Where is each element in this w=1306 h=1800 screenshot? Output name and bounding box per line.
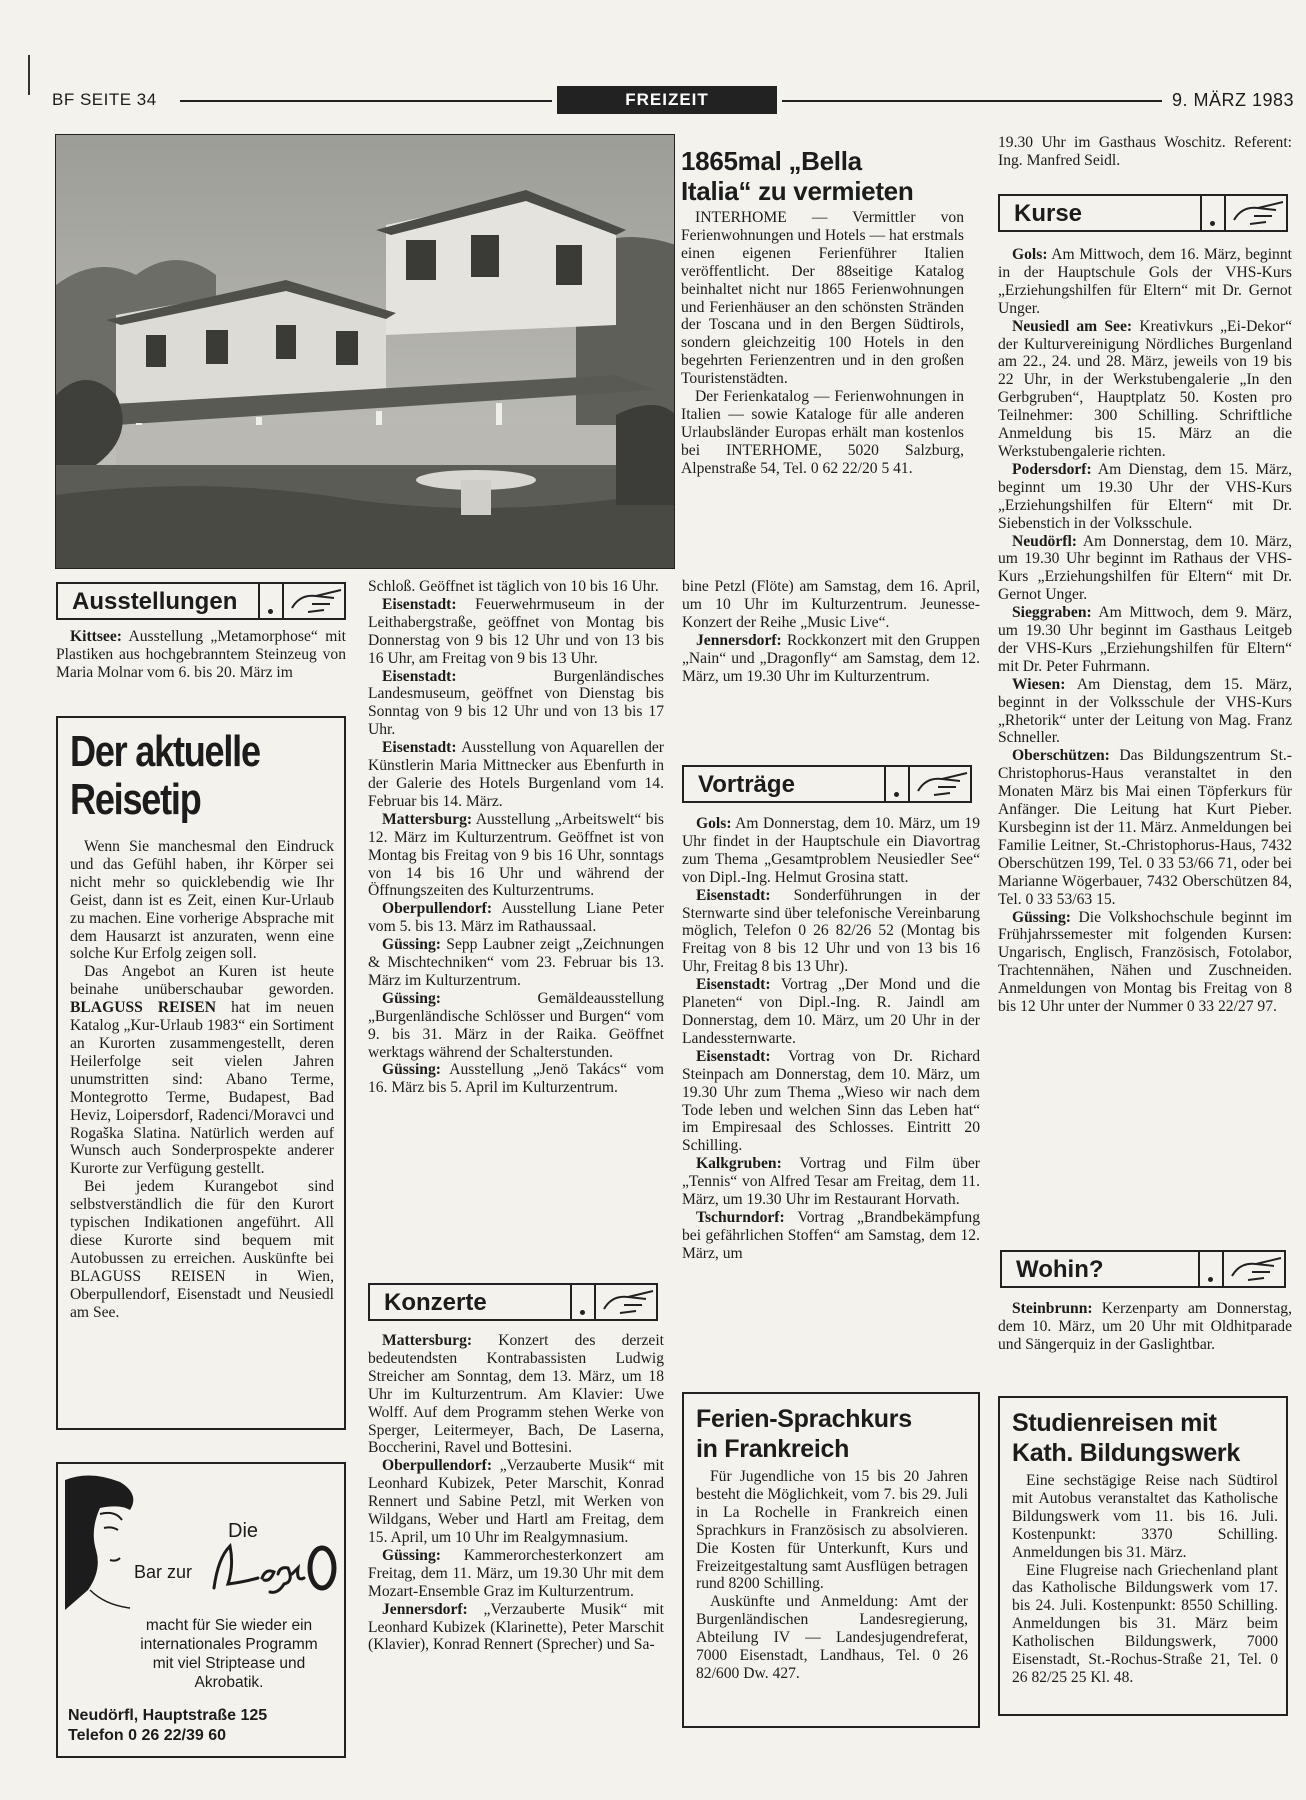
pointing-hand-icon bbox=[1226, 1254, 1286, 1284]
ausstellungen-item: Oberpullendorf: Ausstellung Liane Peter vom 5. bis 13. März im Rathaussaal. bbox=[368, 900, 664, 936]
header-divider bbox=[884, 767, 886, 801]
ausstellungen-item: Eisenstadt: Ausstellung von Aquarellen der Künstlerin Maria Mittnecker aus Ebenfurth in der Galerie des Hotels Burgenland vom 14. Februar bis 14. März. bbox=[368, 739, 664, 810]
vortraege-item: Gols: Am Donnerstag, dem 10. März, um 19 Uhr findet in der Hauptschule ein Diavortrag zum Thema „Gesamtproblem Neusiedler See“ von Dipl.-Ing. Helmut Grosina statt. bbox=[682, 815, 980, 886]
konzerte-col3-intro: bine Petzl (Flöte) am Samstag, dem 16. April, um 10 Uhr im Kulturzentrum. Jeunesse-Konzert der Reihe „Music Live“. bbox=[682, 578, 980, 631]
ausstellungen-header-label: Ausstellungen bbox=[72, 588, 238, 615]
konzerte-item: Mattersburg: Konzert des derzeit bedeutendsten Kontrabassisten Ludwig Streicher am Sonntag, dem 13. März, um 18 Uhr im Kulturzentrum. Am Klavier: Uwe Wolff. Auf dem Programm stehen Werke von Sperger, Leitermeyer, Bach, De Laserna, Boccherini, Ravel und Bottesini. bbox=[368, 1332, 664, 1457]
sprachkurs-paragraph-1: Für Jugendliche von 15 bis 20 Jahren besteht die Möglichkeit, vom 7. bis 29. Juli in La Rochelle in Frankreich einen Sprachkurs in Französisch zu absolvieren. Die Kosten für Unterkunft, Kurs und Freizeitgestaltung samt Ausflügen betragen rund 8200 Schilling. bbox=[696, 1468, 968, 1593]
wohin-item: Steinbrunn: Kerzenparty am Donnerstag, dem 10. März, um 20 Uhr mit Oldhitparade und Sängerquiz in der Gaslightbar. bbox=[998, 1300, 1292, 1353]
sprachkurs-paragraph-2: Auskünfte und Anmeldung: Amt der Burgenländischen Landesregierung, Abteilung IV — Landesjugendreferat, 7000 Eisenstadt, Landhaus, Tel. 0 26 82/600 Dw. 427. bbox=[696, 1593, 968, 1682]
vortraege-item: Eisenstadt: Vortrag von Dr. Richard Steinpach am Donnerstag, dem 10. März, um 19.30 Uhr zum Thema „Wieso wir nach dem Tode leben und welchen Sinn das Leben hat“ im Empiresaal des Schlosses. Eintritt 20 Schilling. bbox=[682, 1047, 980, 1155]
kurse-item: Gols: Am Mittwoch, dem 16. März, beginnt in der Hauptschule Gols der VHS-Kurs „Erziehungshilfen für Eltern“ mit Dr. Gernot Unger. bbox=[998, 246, 1292, 317]
issue-date: 9. MÄRZ 1983 bbox=[1171, 90, 1294, 110]
ad-line-4: Akrobatik. bbox=[194, 1674, 264, 1691]
ad-phone: Telefon 0 26 22/39 60 bbox=[68, 1727, 227, 1744]
konzerte-header-label: Konzerte bbox=[384, 1289, 487, 1316]
konzerte-item: Jennersdorf: „Verzauberte Musik“ mit Leonhard Kubizek (Klarinette), Peter Marschit (Klavier), Konrad Rennert (Sprecher) und Sa- bbox=[368, 1600, 664, 1654]
sprachkurs-box bbox=[682, 1392, 980, 1728]
header-divider bbox=[258, 584, 260, 618]
header-dot bbox=[894, 792, 899, 797]
header-divider bbox=[1198, 1252, 1200, 1286]
konzerte-item: Jennersdorf: Rockkonzert mit den Gruppen „Nain“ und „Dragonfly“ am Samstag, dem 12. März, um 19.30 Uhr im Kulturzentrum. bbox=[682, 631, 980, 685]
konzerte-item: Oberpullendorf: „Verzauberte Musik“ mit Leonhard Kubizek, Peter Marschit, Konrad Rennert und Sabine Petzl, mit Werken von Wildgans, Weber und Hartl am Freitag, dem 15. April, um 10 Uhr im Realgymnasium. bbox=[368, 1457, 664, 1546]
kurse-item: Neusiedl am See: Kreativkurs „Ei-Dekor“ der Kulturvereinigung Nördliches Burgenland am 22., 24. und 28. März, jeweils von 19 bis 22 Uhr, in der Werkstubengalerie „In den Gerbgruben“, Hauptplatz 50. Kosten pro Teilnehmer: 300 Schilling. Schriftliche Anmeldung bis 15. März an die Werkstubengalerie richten. bbox=[998, 317, 1292, 460]
vortraege-item: Kalkgruben: Vortrag und Film über „Tennis“ von Alfred Tesar am Freitag, dem 11. März, um 19.30 Uhr im Restaurant Horvath. bbox=[682, 1155, 980, 1209]
konzerte-continuation bbox=[682, 578, 980, 685]
studienreisen-headline-line1: Studienreisen mit bbox=[1012, 1409, 1217, 1437]
konzerte-item: Güssing: Kammerorchesterkonzert am Freitag, dem 11. März, um 19.30 Uhr mit dem Mozart-Ensemble Graz im Kulturzentrum. bbox=[368, 1546, 664, 1600]
pointing-hand-icon bbox=[598, 1287, 658, 1317]
reisetip-headline-line2: Reisetip bbox=[70, 775, 201, 824]
masthead-rule-left bbox=[180, 100, 552, 102]
reisetip-headline bbox=[70, 728, 286, 824]
studienreisen-paragraph-1: Eine sechstägige Reise nach Südtirol mit Autobus veranstaltet das Katholische Bildungswerk vom 11. bis 16. Juli. Kostenpunkt: 3370 Schilling. Anmeldungen bis 31. März. bbox=[1012, 1472, 1278, 1561]
bella-italia-headline bbox=[681, 146, 964, 206]
kurse-item: Sieggraben: Am Mittwoch, dem 9. März, um 19.30 Uhr beginnt im Gasthaus Leitgeb der VHS-Kurs „Erziehungshilfen für Eltern“ mit Dr. Peter Fuhrmann. bbox=[998, 604, 1292, 675]
ausstellungen-item: Eisenstadt: Burgenländisches Landesmuseum, geöffnet von Dienstag bis Sonntag von 9 bis 12 Uhr und von 13 bis 17 Uhr. bbox=[368, 667, 664, 739]
ad-bar-zur: Bar zur bbox=[134, 1562, 193, 1582]
ad-line-3: mit viel Striptease und bbox=[152, 1655, 306, 1672]
vortraege-list bbox=[682, 815, 980, 1263]
vortraege-item: Tschurndorf: Vortrag „Brandbekämpfung bei gefährlichen Stoffen“ am Samstag, dem 12. März, um bbox=[682, 1208, 980, 1262]
bella-paragraph-2: Der Ferienkatalog — Ferienwohnungen in Italien — sowie Kataloge für alle anderen Urlaubsländer Europas erhält man kostenlos bei INTERHOME, 5020 Salzburg, Alpenstraße 54, Tel. 0 62 22/20 5 41. bbox=[681, 388, 964, 477]
header-divider bbox=[908, 767, 910, 801]
masthead bbox=[52, 88, 1294, 114]
section-tag: FREIZEIT bbox=[557, 86, 777, 114]
ausstellungen-item: Güssing: Sepp Laubner zeigt „Zeichnungen & Mischtechniken“ vom 23. Februar bis 13. März im Kulturzentrum. bbox=[368, 936, 664, 989]
kurse-item: Güssing: Die Volkshochschule beginnt im Frühjahrssemester mit folgenden Kursen: Ungarisch, Englisch, Französisch, Fotolabor, Trachtennähen, Nähen und Zuschneiden. Anmeldungen von Montag bis Freitag von 8 bis 12 Uhr unter der Nummer 0 33 22/27 97. bbox=[998, 908, 1292, 1016]
studienreisen-headline bbox=[1012, 1408, 1278, 1468]
bella-italia-body bbox=[681, 209, 964, 478]
ausstellungen-item: Güssing: Gemäldeausstellung „Burgenländische Schlösser und Burgen“ vom 9. bis 31. März in der Raika. Geöffnet werktags während der Schalterstunden. bbox=[368, 989, 664, 1061]
kurse-item: Oberschützen: Das Bildungszentrum St.-Christophorus-Haus veranstaltet in den Monaten März bis Mai einen Töpferkurs für Anfänger. Die Leitung hat Kurt Pieber. Kursbeginn ist der 11. März. Anmeldungen bei Familie Leitner, St.-Christophorus-Haus, 7432 Oberschützen 199, Tel. 0 33 53/66 71, oder bei Marianne Wögerbauer, 7432 Oberschützen 84, Tel. 0 33 53/63 15. bbox=[998, 747, 1292, 908]
ad-line-2: internationales Programm bbox=[140, 1636, 318, 1653]
header-dot bbox=[1210, 221, 1215, 226]
konzerte-section-header bbox=[368, 1283, 658, 1321]
page-number: BF SEITE 34 bbox=[52, 90, 157, 109]
bella-italia-article bbox=[681, 146, 964, 478]
studienreisen-box bbox=[998, 1396, 1288, 1716]
header-divider bbox=[594, 1285, 596, 1319]
reisetip-paragraph-2: Das Angebot an Kuren ist heute beinahe unüberschaubar geworden. BLAGUSS REISEN hat im neuen Katalog „Kur-Urlaub 1983“ ein Sortiment an Kurorten zusammengestellt, deren Heilerfolge seit vielen Jahren unumstritten sind: Abano Terme, Montegrotto Terme, Budapest, Bad Heviz, Loipersdorf, Radenci/Moravci und Rogaška Slatina. Natürlich werden auf Wunsch auch Sonderprospekte anderer Kurorte zur Verfügung gestellt. bbox=[70, 963, 334, 1178]
wohin-header-label: Wohin? bbox=[1016, 1256, 1104, 1283]
ausstellungen-item: Güssing: Ausstellung „Jenö Takács“ vom 16. März bis 5. April im Kulturzentrum. bbox=[368, 1061, 664, 1097]
ad-body bbox=[118, 1616, 340, 1692]
ausstellungen-kittsee: Kittsee: Ausstellung „Metamorphose“ mit Plastiken aus hochgebranntem Steinzeug von Maria Molnar vom 6. bis 20. März im bbox=[56, 628, 346, 681]
studienreisen-paragraph-2: Eine Flugreise nach Griechenland plant das Katholische Bildungswerk vom 17. bis 24. Juli. Kostenpunkt: 8550 Schilling. Anmeldungen bis 31. März beim Katholischen Bildungswerk, 7000 Eisenstadt, St.-Rochus-Straße 21, Tel. 0 26 82/25 25 Kl. 48. bbox=[1012, 1561, 1278, 1686]
header-divider bbox=[1200, 196, 1202, 230]
ausstellungen-item: Eisenstadt: Feuerwehrmuseum in der Leithabergstraße, geöffnet von Montag bis Donnerstag von 9 bis 12 Uhr und von 13 bis 16 Uhr, am Freitag von 9 bis 13 Uhr. bbox=[368, 595, 664, 667]
vortraege-item: Eisenstadt: Sonderführungen in der Sternwarte sind über telefonische Vereinbarung möglich, Telefon 0 26 82/26 52 (Montag bis Freitag von 8 bis 12 Uhr und von 13 bis 16 Uhr, Freitag 8 bis 13 Uhr). bbox=[682, 886, 980, 976]
vortraege-header-label: Vorträge bbox=[698, 771, 795, 798]
ad-line-1: macht für Sie wieder ein bbox=[145, 1617, 313, 1634]
bella-headline-line2: Italia“ zu vermieten bbox=[681, 176, 914, 206]
sprachkurs-headline bbox=[696, 1404, 968, 1464]
pointing-hand-icon bbox=[1228, 198, 1288, 228]
sprachkurs-headline-line1: Ferien-Sprachkurs bbox=[696, 1405, 912, 1433]
pointing-hand-icon bbox=[912, 769, 972, 799]
masthead-rule-right bbox=[782, 100, 1162, 102]
ad-contact bbox=[68, 1706, 267, 1746]
ad-address: Neudörfl, Hauptstraße 125 bbox=[68, 1707, 268, 1724]
kurse-item: Neudörfl: Am Donnerstag, dem 10. März, um 19.30 Uhr beginnt im Rathaus der VHS-Kurs „Erziehungshilfen für Eltern“ mit Dr. Gernot Unger. bbox=[998, 532, 1292, 604]
sprachkurs-body bbox=[696, 1468, 968, 1683]
vortraege-item: Eisenstadt: Vortrag „Der Mond und die Planeten“ von Dipl.-Ing. R. Jaindl am Donnerstag, dem 10. März, um 20 Uhr in der Landessternwarte. bbox=[682, 976, 980, 1047]
lady-o-script-logo bbox=[208, 1538, 340, 1596]
kurse-list bbox=[998, 246, 1292, 1016]
woman-portrait-illustration bbox=[60, 1470, 150, 1620]
ausstellungen-item: Mattersburg: Ausstellung „Arbeitswelt“ bis 12. März im Kulturzentrum. Geöffnet ist von Montag bis Freitag von 9 bis 16 Uhr, sonntags von 14 bis 16 Uhr und während der Öffnungszeiten des Kulturzentrums. bbox=[368, 810, 664, 900]
vortraege-continuation: 19.30 Uhr im Gasthaus Woschitz. Referent: Ing. Manfred Seidl. bbox=[998, 134, 1292, 169]
header-dot bbox=[1208, 1277, 1213, 1282]
studienreisen-body bbox=[1012, 1472, 1278, 1687]
vortraege-section-header bbox=[682, 765, 972, 803]
wohin-section-header bbox=[1000, 1250, 1286, 1288]
kurse-header-label: Kurse bbox=[1014, 200, 1083, 227]
studienreisen-headline-line2: Kath. Bildungswerk bbox=[1012, 1439, 1240, 1467]
header-divider bbox=[1224, 196, 1226, 230]
margin-mark bbox=[28, 55, 30, 95]
villa-photo bbox=[55, 134, 675, 569]
lady-o-logo bbox=[208, 1538, 340, 1596]
kurse-item: Podersdorf: Am Dienstag, dem 15. März, beginnt um 19.30 Uhr der VHS-Kurs „Erziehungshilfen für Eltern“ mit Dr. Siebenstich in der Volksschule. bbox=[998, 460, 1292, 532]
bella-headline-line1: 1865mal „Bella bbox=[681, 146, 862, 176]
reisetip-headline-line1: Der aktuelle bbox=[70, 727, 260, 776]
kurse-section-header bbox=[998, 194, 1288, 232]
bella-paragraph-1: INTERHOME — Vermittler von Ferienwohnungen und Hotels — hat erstmals einen eigenen Ferienführer Italien veröffentlicht. Der 88seitige Katalog beinhaltet nicht nur 1865 Ferienwohnungen und Ferienhäuser an den schönsten Stränden der Toscana und in den Bergen Südtirols, sondern gleichzeitig 100 Hotels in den begehrten Ferienzentren und in den großen Touristenstädten. bbox=[681, 209, 964, 388]
sprachkurs-headline-line2: in Frankreich bbox=[696, 1435, 850, 1463]
reisetip-paragraph-1: Wenn Sie manchesmal den Eindruck und das Gefühl haben, ihr Körper sei nicht mehr so quicklebendig wie Ihr Geist, dann ist es Zeit, einen Kur-Urlaub zu machen. Eine vorherige Absprache mit dem Hausarzt ist anzuraten, wenn eine solche Kur Erfolg zeigen soll. bbox=[70, 838, 334, 963]
header-divider bbox=[282, 584, 284, 618]
lady-o-advertisement bbox=[56, 1462, 346, 1758]
ad-die: Die bbox=[228, 1520, 259, 1542]
ausstellungen-section-header bbox=[56, 582, 346, 620]
reisetip-box bbox=[56, 716, 346, 1430]
villa-photo-illustration bbox=[56, 135, 675, 569]
reisetip-body bbox=[70, 838, 334, 1321]
header-divider bbox=[570, 1285, 572, 1319]
kurse-item: Wiesen: Am Dienstag, dem 15. März, beginnt in der Volksschule der VHS-Kurs „Rhetorik“ unter der Leitung von Mag. Franz Schneller. bbox=[998, 675, 1293, 747]
header-dot bbox=[580, 1310, 585, 1315]
header-divider bbox=[1222, 1252, 1224, 1286]
pointing-hand-icon bbox=[286, 586, 346, 616]
ausstellungen-list bbox=[368, 578, 664, 1097]
ausstellungen-intro: Schloß. Geöffnet ist täglich von 10 bis 16 Uhr. bbox=[368, 578, 659, 595]
konzerte-list bbox=[368, 1332, 664, 1654]
reisetip-paragraph-3: Bei jedem Kurangebot sind selbstverständlich die für den Kurort typischen Indikationen angeführt. All diese Kurorte sind bequem mit Autobussen zu erreichen. Auskünfte bei BLAGUSS REISEN in Wien, Oberpullendorf, Eisenstadt und Neusiedl am See. bbox=[70, 1178, 334, 1321]
header-dot bbox=[268, 609, 273, 614]
